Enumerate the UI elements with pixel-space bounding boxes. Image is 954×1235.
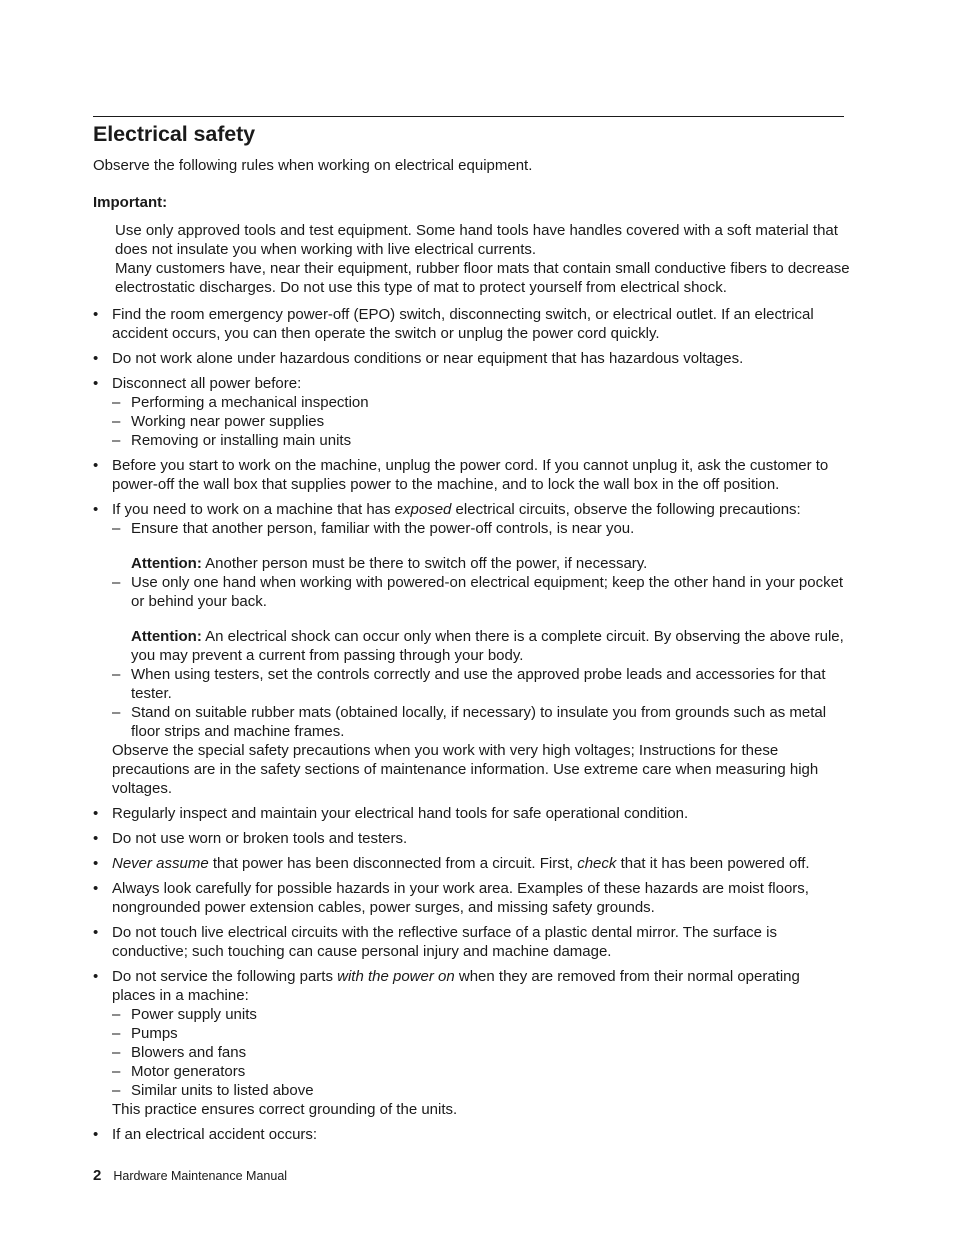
section-heading: Electrical safety	[93, 122, 256, 146]
dash: –	[112, 1063, 121, 1080]
dash: –	[112, 1025, 121, 1042]
sub-list-item	[112, 519, 844, 573]
sub-list-item	[112, 1005, 844, 1024]
sub-list-item	[112, 431, 844, 450]
bullet: •	[93, 457, 99, 474]
sub-list	[112, 393, 844, 450]
list-item-text: Do not work alone under hazardous conditions or near equipment that has hazardous voltages.	[112, 350, 744, 367]
sub-item-text: When using testers, set the controls correctly and use the approved probe leads and accessories for that tester.	[131, 666, 826, 702]
list-item	[93, 879, 844, 917]
attention-label: Attention:	[131, 628, 202, 645]
bullet: •	[93, 924, 99, 941]
sub-item-text: Pumps	[131, 1025, 178, 1042]
important-block	[115, 221, 850, 297]
dash: –	[112, 432, 121, 449]
page-footer	[93, 1166, 287, 1186]
bullet: •	[93, 968, 99, 985]
sub-item-text: Blowers and fans	[131, 1044, 247, 1061]
list-item-text-mid: that power has been disconnected from a circuit. First,	[208, 855, 578, 872]
heading-rule	[93, 116, 844, 117]
bullet: •	[93, 306, 99, 323]
list-item-text: Always look carefully for possible hazards in your work area. Examples of these hazards are moist floors, nongrounded power extension cables, power surges, and missing safety grounds.	[112, 880, 809, 916]
sub-item-text: Use only one hand when working with powered-on electrical equipment; keep the other hand in your pocket or behind your back.	[131, 574, 844, 610]
bullet: •	[93, 830, 99, 847]
sub-list-item	[112, 393, 844, 412]
bullet: •	[93, 805, 99, 822]
list-item-text: Before you start to work on the machine, unplug the power cord. If you cannot unplug it, ask the customer to power-off the wall box that supplies power to the machine, and to lock the wall box in the off position.	[112, 457, 829, 493]
bullet: •	[93, 1126, 99, 1143]
list-item-text-pre: Do not service the following parts	[112, 968, 338, 985]
sub-list-item	[112, 573, 844, 665]
attention-label: Attention:	[131, 555, 202, 572]
list-item	[93, 854, 844, 873]
list-item	[93, 967, 844, 1119]
sub-item-text: Working near power supplies	[131, 413, 325, 430]
sub-list-item	[112, 1062, 844, 1081]
list-item-text: Regularly inspect and maintain your electrical hand tools for safe operational condition.	[112, 805, 689, 822]
list-item	[93, 456, 844, 494]
sub-list-item	[112, 1024, 844, 1043]
bullet: •	[93, 501, 99, 518]
sub-item-text: Motor generators	[131, 1063, 246, 1080]
list-item	[93, 374, 844, 450]
sub-item-text: Stand on suitable rubber mats (obtained locally, if necessary) to insulate you from grounds such as metal floor strips and machine frames.	[131, 704, 827, 740]
dash: –	[112, 413, 121, 430]
sub-item-text: Removing or installing main units	[131, 432, 352, 449]
attention-note	[131, 611, 844, 665]
intro-text: Observe the following rules when working on electrical equipment.	[93, 157, 533, 174]
list-item	[93, 1125, 844, 1144]
sub-list-item	[112, 1081, 844, 1100]
page-number: 2	[93, 1167, 102, 1184]
list-item-text: Find the room emergency power-off (EPO) switch, disconnecting switch, or electrical outlet. If an electrical accident occurs, you can then operate the switch or unplug the power cord quickly.	[112, 306, 814, 342]
list-item	[93, 500, 844, 798]
sub-item-text: Power supply units	[131, 1006, 257, 1023]
attention-note	[131, 538, 844, 573]
dash: –	[112, 574, 121, 591]
attention-text: Another person must be there to switch off the power, if necessary.	[201, 555, 648, 572]
emphasis: Never assume	[112, 855, 209, 872]
bullet: •	[93, 880, 99, 897]
sub-list-item	[112, 665, 844, 703]
dash: –	[112, 394, 121, 411]
dash: –	[112, 666, 121, 683]
important-paragraph: Use only approved tools and test equipment. Some hand tools have handles covered with a soft material that does not insulate you when working with live electrical currents.	[115, 222, 838, 258]
sub-item-text: Ensure that another person, familiar with the power-off controls, is near you.	[131, 520, 635, 537]
emphasis: with the power on	[337, 968, 455, 985]
list-item-text-post: electrical circuits, observe the following precautions:	[451, 501, 801, 518]
dash: –	[112, 704, 121, 721]
list-item-text-post: when they are removed from their normal operating places in a machine:	[112, 968, 800, 1004]
safety-rules-list	[93, 305, 844, 1150]
manual-title: Hardware Maintenance Manual	[113, 1169, 288, 1183]
bullet: •	[93, 375, 99, 392]
emphasis: check	[577, 855, 617, 872]
important-label: Important:	[93, 194, 168, 211]
sub-list	[112, 519, 844, 741]
list-item	[93, 829, 844, 848]
list-item	[93, 349, 844, 368]
sub-list-item	[112, 412, 844, 431]
sub-item-text: Similar units to listed above	[131, 1082, 314, 1099]
list-item-text: Disconnect all power before:	[112, 375, 302, 392]
bullet: •	[93, 350, 99, 367]
list-item-text: Do not touch live electrical circuits with the reflective surface of a plastic dental mirror. The surface is conductive; such touching can cause personal injury and machine damage.	[112, 924, 778, 960]
observe-note: Observe the special safety precautions when you work with very high voltages; Instructions for these precautions are in the safety sections of maintenance information. Use extreme care when measuring high voltages.	[112, 742, 819, 797]
important-paragraph: Many customers have, near their equipment, rubber floor mats that contain small conductive fibers to decrease electrostatic discharges. Do not use this type of mat to protect yourself from electrical shock.	[115, 260, 850, 296]
sub-list	[112, 1005, 844, 1100]
list-item-text: Do not use worn or broken tools and testers.	[112, 830, 408, 847]
sub-item-text: Performing a mechanical inspection	[131, 394, 369, 411]
list-item-text-post: that it has been powered off.	[616, 855, 810, 872]
list-item-text: If an electrical accident occurs:	[112, 1126, 318, 1143]
list-item	[93, 804, 844, 823]
list-item	[93, 923, 844, 961]
dash: –	[112, 1082, 121, 1099]
list-item	[93, 305, 844, 343]
sub-list-item	[112, 1043, 844, 1062]
attention-text: An electrical shock can occur only when there is a complete circuit. By observing the above rule, you may prevent a current from passing through your body.	[131, 628, 844, 664]
page	[93, 0, 850, 1235]
grounding-note: This practice ensures correct grounding of the units.	[112, 1101, 458, 1118]
bullet: •	[93, 855, 99, 872]
list-item-text-pre: If you need to work on a machine that has	[112, 501, 395, 518]
sub-list-item	[112, 703, 844, 741]
emphasis: exposed	[394, 501, 452, 518]
dash: –	[112, 520, 121, 537]
dash: –	[112, 1044, 121, 1061]
dash: –	[112, 1006, 121, 1023]
